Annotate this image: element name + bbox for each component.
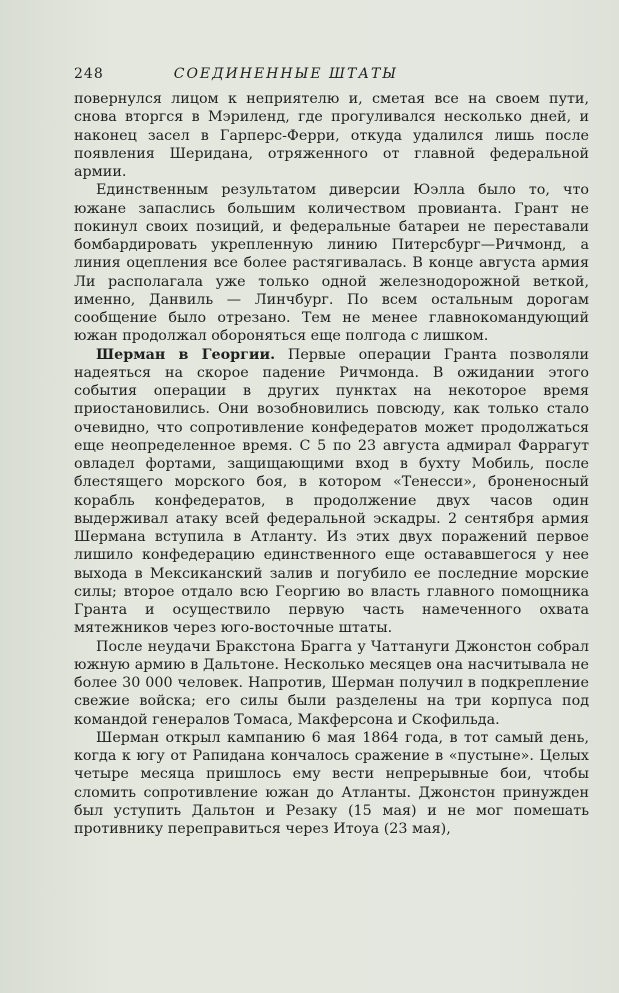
- body-text: [74, 90, 589, 838]
- paragraph: [74, 638, 589, 729]
- paragraph-text: После неудачи Бракстона Брагга у Чаттануги Джонстон собрал южную армию в Дальтоне. Несколько месяцев она насчитывала не более 30 000 человек. Напротив, Шерман получил в подкрепление свежие войска; его силы были разделены на три корпуса под командой генералов Томаса, Макферсона и Скофильда.: [74, 638, 589, 728]
- paragraph-text: Шерман открыл кампанию 6 мая 1864 года, в тот самый день, когда к югу от Рапидана кончалось сражение в «пустыне». Целых четыре месяца пришлось ему вести непрерывные бои, чтобы сломить сопротивление южан до Атланты. Джонстон принужден был уступить Дальтон и Резаку (15 мая) и не мог помешать противнику переправиться через Итоуа (23 мая),: [74, 729, 589, 837]
- section-heading: Шерман в Георгии.: [96, 346, 276, 363]
- paragraph: [74, 90, 589, 181]
- paragraph: [74, 181, 589, 345]
- paragraph: [74, 729, 589, 839]
- paragraph-text: Единственным результатом диверсии Юэлла было то, что южане запаслись большим количеством провианта. Грант не покинул своих позиций, и федеральные батареи не переставали бомбардировать укрепленную линию Питерсбург—Ричмонд, а линия оцепления все более растягивалась. В конце августа армия Ли располагала уже только одной железнодорожной веткой, именно, Данвиль — Линчбург. По всем остальным дорогам сообщение было отрезано. Тем не менее главнокомандующий южан продолжал обороняться еще полгода с лишком.: [74, 182, 589, 345]
- paragraph-text: повернулся лицом к неприятелю и, сметая все на своем пути, снова вторгся в Мэриленд, где прогуливался несколько дней, и наконец засел в Гарперс-Ферри, откуда удалился лишь после появления Шеридана, отряженного от главной федеральной армии.: [74, 91, 589, 180]
- page-header: [74, 66, 589, 82]
- paragraph-text: Первые операции Гранта позволяли надеяться на скорое падение Ричмонда. В ожидании этого события операции в других пунктах на некоторое время приостановились. Они возобновились повсюду, как только стало очевидно, что сопротивление конфедератов может продолжаться еще неопределенное время. С 5 по 23 августа адмирал Фаррагут овладел фортами, защищающими вход в бухту Мобиль, после блестящего морского боя, в котором «Тенесси», броненосный корабль конфедератов, в продолжение двух часов один выдерживал атаку всей федеральной эскадры. 2 сентября армия Шермана вступила в Атланту. Из этих двух поражений первое лишило конфедерацию единственного еще остававшегося у нее выхода в Мексиканский залив и погубило ее последние морские силы; второе отдало всю Георгию во власть главного помощника Гранта и осуществило первую часть намеченного охвата мятежников через юго-восточные штаты.: [74, 346, 589, 637]
- paragraph: [74, 346, 589, 638]
- page-number: 248: [74, 66, 104, 82]
- running-title: СОЕДИНЕННЫЕ ШТАТЫ: [173, 66, 399, 82]
